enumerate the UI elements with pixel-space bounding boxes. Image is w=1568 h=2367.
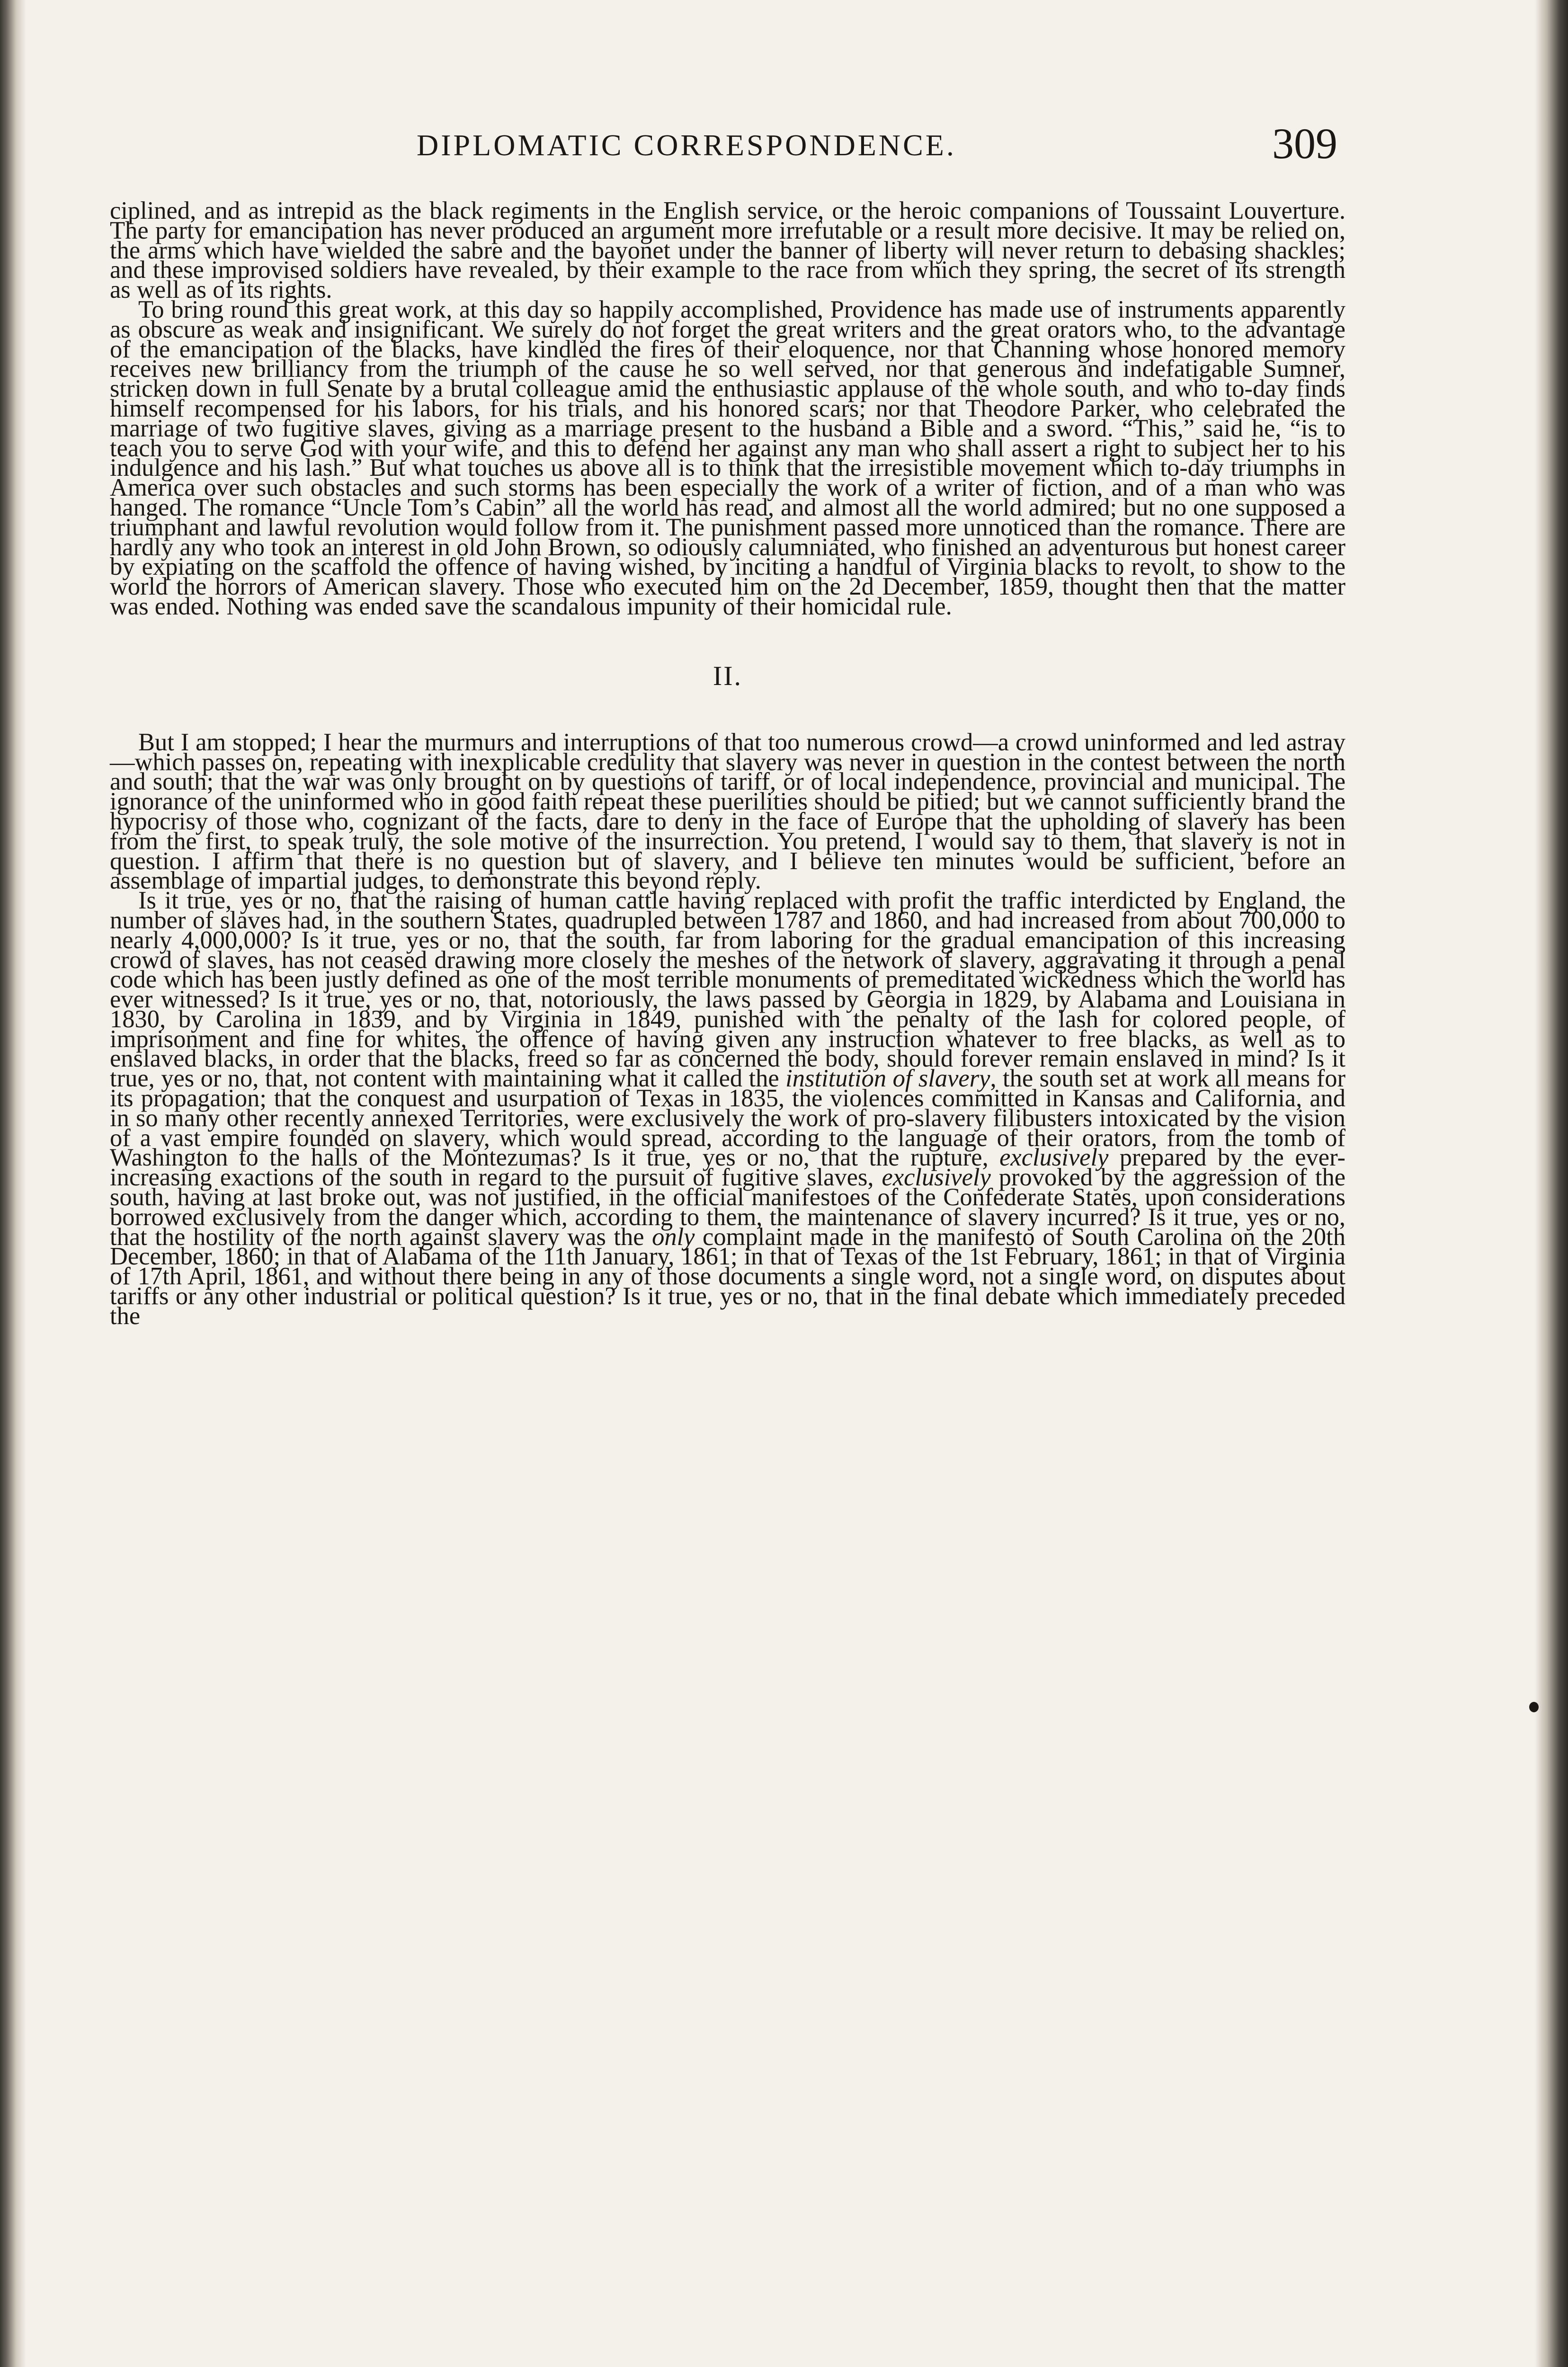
paragraph-is-it-true <box>110 887 1346 1330</box>
paragraph-providence: To bring round this great work, at this day so happily accomplished, Providence has made use of instruments apparently as obscure as weak and insignificant. We surely do not forget the great writers and the great orators who, to the advantage of the emancipation of the blacks, have kindled the fires of their eloquence, nor that Channing whose honored memory receives new brilliancy from the triumph of the cause he so well served, nor that generous and indefatigable Sumner, stricken down in full Senate by a brutal colleague amid the enthusiastic applause of the whole south, and who to-day finds himself recompensed for his labors, for his trials, and his honored scars; nor that Theodore Parker, who celebrated the marriage of two fugitive slaves, giving as a marriage present to the husband a Bible and a sword. “This,” said he, “is to teach you to serve God with your wife, and this to defend her against any man who shall assert a right to subject her to his indulgence and his lash.” But what touches us above all is to think that the irresistible movement which to-day triumphs in America over such obstacles and such storms has been especially the work of a writer of fiction, and of a man who was hanged. The romance “Uncle Tom’s Cabin” all the world has read, and almost all the world admired; but no one supposed a triumphant and lawful revolution would follow from it. The punishment passed more unnoticed than the romance. There are hardly any who took an interest in old John Brown, so odiously calumniated, who finished an adventurous but honest career by expiating on the scaffold the offence of having wished, by inciting a handful of Virginia blacks to revolt, to show to the world the horrors of American slavery. Those who executed him on the 2d December, 1859, thought then that the matter was ended. Nothing was ended save the scandalous impunity of their homicidal rule. <box>110 295 1345 620</box>
margin-dot-mark <box>1529 1702 1539 1712</box>
section-heading: II. <box>713 660 743 691</box>
paragraph-text: provoked by the aggression of the south, having at last broke out, was not justified, in the official manifestoes of the Confederate States, upon considerations borrowed exclusively from the danger which, according to them, the maintenance of slavery incurred? Is it true, yes or no, that the hostility of the north against slavery was the <box>110 1164 1345 1251</box>
running-head: DIPLOMATIC CORRESPONDENCE. <box>417 128 956 162</box>
paragraph-text: Is it true, yes or no, that the raising of human cattle having replaced with profit the traffic interdicted by England, the number of slaves had, in the southern States, quadrupled between 1787 and 1860, and had increased from about 700,000 to nearly 4,000,000? Is it true, yes or no, that the south, far from laboring for the gradual emancipation of this increasing crowd of slaves, has not ceased drawing more closely the meshes of the network of slavery, aggravating it through a penal code which has been justly defined as one of the most terrible monuments of premeditated wickedness which the world has ever witnessed? Is it true, yes or no, that, notoriously, the laws passed by Georgia in 1829, by Alabama and Louisiana in 1830, by Carolina in 1839, and by Virginia in 1849, punished with the penalty of the lash for colored people, of imprisonment and fine for whites, the offence of having given any instruction whatever to free blacks, as well as to enslaved blacks, in order that the blacks, freed so far as concerned the body, should forever remain enslaved in mind? Is it true, yes or no, that, not content with maintaining what it called the <box>110 887 1345 1093</box>
paragraph-text: complaint made in the manifesto of South Carolina on the 20th December, 1860; in that of Alabama of the 11th January, 1861; in that of Texas of the 1st February, 1861; in that of Virginia of 17th April, 1861, and without there being in any of those documents a single word, not a single word, on disputes about tariffs or any other industrial or political question? Is it true, yes or no, that in the final debate which immediately preceded the <box>110 1223 1345 1330</box>
paragraph-stopped: But I am stopped; I hear the murmurs and interruptions of that too numerous crowd—a crowd uninformed and led astray—which passes on, repeating with inexplicable credulity that slavery was never in question in the contest between the north and south; that the war was only brought on by questions of tariff, or of local independence, provincial and municipal. The ignorance of the uninformed who in good faith repeat these puerilities should be pitied; but we cannot sufficiently brand the hypocrisy of those who, cognizant of the facts, dare to deny in the face of Europe that the upholding of slavery has been from the first, to speak truly, the sole motive of the insurrection. You pretend, I would say to them, that slavery is not in question. I affirm that there is no question but of slavery, and I believe ten minutes would be sufficient, before an assemblage of impartial judges, to demonstrate this beyond reply. <box>110 728 1345 895</box>
scan-edge-left <box>0 0 26 2367</box>
body-text <box>110 197 1346 1330</box>
page-number: 309 <box>1272 119 1337 168</box>
paragraph-text: , the south set at work all means for its propagation; that the conquest and usurpation of Texas in 1835, the violences committed in Kansas and California, and in so many other recently annexed Territories, were exclusively the work of pro-slavery filibusters intoxicated by the vision of a vast empire founded on slavery, which would spread, according to the language of their orators, from the tomb of Washington to the halls of the Montezumas? Is it true, yes or no, that the rupture, <box>110 1065 1345 1172</box>
paragraph-continued: ciplined, and as intrepid as the black regiments in the English service, or the heroic companions of Toussaint Louverture. The party for emancipation has never produced an argument more irrefutable or a result more decisive. It may be relied on, the arms which have wielded the sabre and the bayonet under the banner of liberty will never return to debasing shackles; and these improvised soldiers have revealed, by their example to the race from which they spring, the secret of its strength as well as of its rights. <box>110 197 1345 304</box>
scan-edge-right <box>1535 0 1568 2367</box>
italic-phrase: exclusively <box>882 1164 991 1192</box>
page-header <box>109 118 1340 170</box>
italic-phrase: exclusively <box>999 1144 1109 1172</box>
paragraph-text: prepared by the ever-increasing exactions of the south in regard to the pursuit of fugitive slaves, <box>110 1144 1346 1192</box>
italic-phrase: only <box>652 1223 695 1251</box>
italic-phrase: institution of slavery <box>785 1065 990 1093</box>
